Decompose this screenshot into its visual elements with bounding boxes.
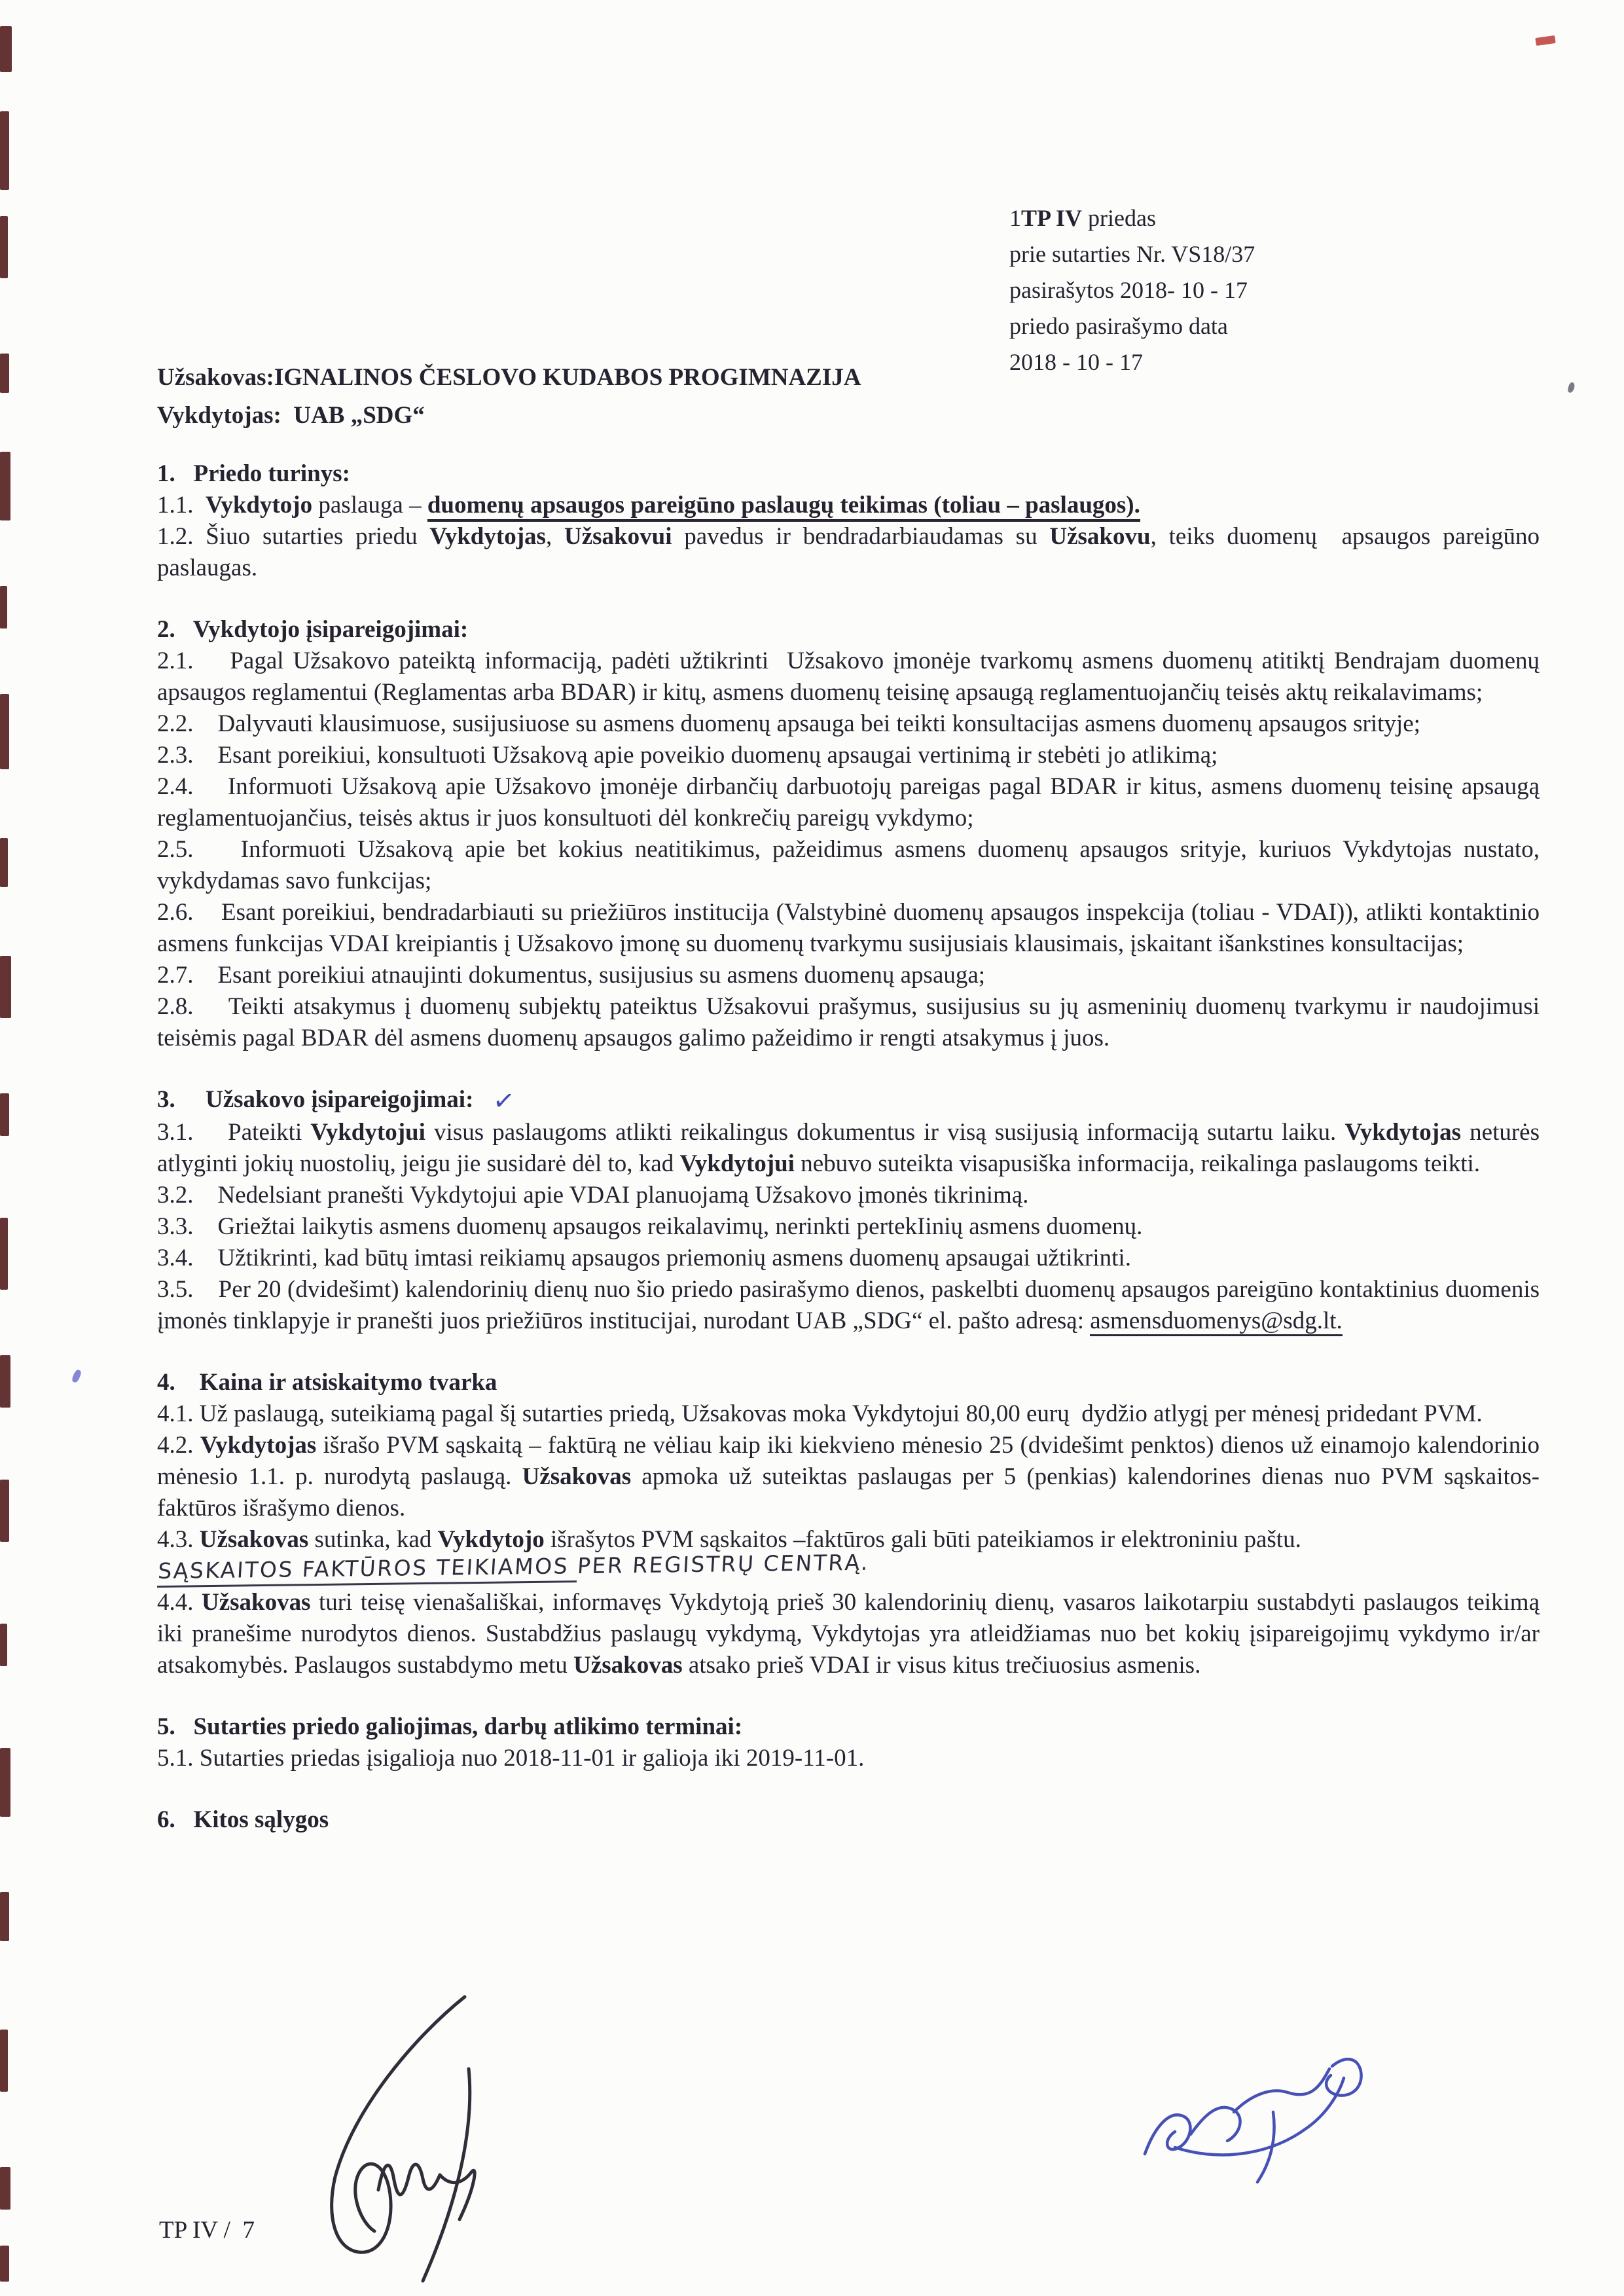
clause-2-2: 2.2. Dalyvauti klausimuose, susijusiuose su asmens duomenų apsauga bei teikti konsultacijas asmens duomenų apsaugos srityje; [157,710,1420,737]
section-2-heading: 2. Vykdytojo įsipareigojimai: [157,616,469,643]
clause-2-5: 2.5. Informuoti Užsakovą apie bet kokius neatitikimus, pažeidimus asmens duomenų apsaugos srityje, kuriuos Vykdytojas nustato, vykdydamas savo funkcijas; [157,836,1540,894]
section-4-heading: 4. Kaina ir atsiskaitymo tvarka [157,1369,497,1396]
scan-artifact [0,452,10,520]
clause-2-8: 2.8. Teikti atsakymus į duomenų subjektų pateiktus Užsakovui prašymus, susijusius su jų asmeninių duomenų tvarkymu ir naudojimusi teisėmis pagal BDAR dėl asmens duomenų apsaugos galimo pažeidimo ir rengti atsakymus į juos. [157,993,1540,1051]
blue-ink-tick: ✓ [491,1085,517,1118]
scan-artifact [0,586,7,629]
clause-2-1: 2.1. Pagal Užsakovo pateiktą informaciją, padėti užtikrinti Užsakovo įmonėje tvarkomų asmens duomenų atitiktį Bendrajam duomenų apsaugos reglamentui (Reglamentas arba BDAR) ir kitų, asmens duomenų teisinę apsaugą reglamentuojančių teisės aktų reikalavimams; [157,647,1540,706]
section-1-heading: 1. Priedo turinys: [157,460,350,487]
section-3 [157,1084,1540,1337]
email-address: asmensduomenys@sdg.lt. [1090,1307,1343,1336]
section-4 [157,1367,1540,1681]
header-block [1009,200,1255,380]
scan-artifact [0,216,8,278]
clause-2-3: 2.3. Esant poreikiui, konsultuoti Užsakovą apie poveikio duomenų apsaugai vertinimą ir stebėti jo atlikimą; [157,742,1218,769]
clause-4-1: 4.1. Už paslaugą, suteikiamą pagal šį sutarties priedą, Užsakovas moka Vykdytojui 80,00 eurų dydžio atlygį per mėnesį pridedant PVM. [157,1400,1483,1427]
clause-4-2: 4.2. Vykdytojas išrašo PVM sąskaitą – faktūrą ne vėliau kaip iki kiekvieno mėnesio 25 (dvidešimt penktos) dienos už einamojo kalendorinio mėnesio 1.1. p. nurodytą paslaugą. Užsakovas apmoka už suteiktas paslaugas per 5 (penkias) kalendorines dienas nuo PVM sąskaitos-faktūros išrašymo dienos. [157,1432,1540,1522]
scan-artifact [0,1748,10,1817]
section-5 [157,1711,1540,1774]
scan-artifact [0,2167,10,2210]
scan-artifact [0,354,9,393]
clause-2-4: 2.4. Informuoti Užsakovą apie Užsakovo įmonėje dirbančių darbuotojų pareigas pagal BDAR ir kitus, asmens duomenų teisinę apsaugą reglamentuojančius, teisės aktus ir juos konsultuoti dėl konkrečių pareigų vykdymo; [157,773,1540,831]
section-2 [157,614,1540,1054]
section-6-heading: 6. Kitos sąlygos [157,1806,329,1833]
scan-artifact [0,1480,9,1542]
clause-1-2: 1.2. Šiuo sutarties priedu Vykdytojas, Užsakovui pavedus ir bendradarbiaudamas su Užsakovu, teiks duomenų apsaugos pareigūno paslaugas. [157,523,1540,581]
header-line-signed-date: pasirašytos 2018- 10 - 17 [1009,277,1248,303]
clause-2-6: 2.6. Esant poreikiui, bendradarbiauti su priežiūros institucija (Valstybinė duomenų apsaugos inspekcija (toliau - VDAI)), atlikti kontaktinio asmens funkcijas VDAI kreipiantis į Užsakovo įmonę su duomenų tvarkymu susijusiais klausimais, įskaitant išankstines konsultacijas; [157,899,1540,957]
client-line: Užsakovas:IGNALINOS ČESLOVO KUDABOS PROGIMNAZIJA [157,364,861,391]
scan-artifact [0,111,9,190]
section-6 [157,1804,1540,1836]
scan-artifact [0,1093,9,1136]
handwritten-note: SĄSKAITOS FAKTŪROS TEIKIAMOS PER REGISTRŲ CENTRĄ. [157,1539,1542,1587]
header-line-annex-date-label: priedo pasirašymo data [1009,313,1228,339]
ink-speck [71,1369,82,1383]
signature-right [1136,2048,1371,2189]
clause-3-4: 3.4. Užtikrinti, kad būtų imtasi reikiamų apsaugos priemonių asmens duomenų apsaugai užtikrinti. [157,1245,1131,1271]
scan-artifact [0,26,12,72]
clause-3-1: 3.1. Pateikti Vykdytojui visus paslaugoms atlikti reikalingus dokumentus ir visą susijusią informaciją sutartu laiku. Vykdytojas neturės atlyginti jokių nuostolių, jeigu jie susidarė dėl to, kad Vykdytojui nebuvo suteikta visapusiška informacija, reikalinga paslaugoms teikti. [157,1119,1540,1177]
clause-3-5: 3.5. Per 20 (dvidešimt) kalendorinių dienų nuo šio priedo pasirašymo dienos, paskelbti duomenų apsaugos pareigūno kontaktinius duomenis įmonės tinklapyje ir pranešti juos priežiūros institucijai, nurodant UAB „SDG“ el. pašto adresą: asmensduomenys@sdg.lt. [157,1274,1540,1337]
contract-body [157,458,1540,1836]
signature-left [275,1990,550,2285]
scan-artifact [0,2030,8,2092]
scan-artifact [0,1624,7,1666]
clause-1-1: 1.1. Vykdytojo paslauga – duomenų apsaugos pareigūno paslaugų teikimas (toliau – paslaugos). [157,490,1540,521]
clause-4-3: 4.3. Užsakovas sutinka, kad Vykdytojo išrašytos PVM sąskaitos –faktūros gali būti pateikiamos ir elektroniniu paštu. [157,1526,1301,1553]
scan-artifact [1535,35,1555,46]
section-5-heading: 5. Sutarties priedo galiojimas, darbų atlikimo terminai: [157,1713,743,1740]
parties-block [157,359,861,435]
scan-artifact [0,694,9,769]
scan-artifact [0,1355,10,1408]
clause-4-4: 4.4. Užsakovas turi teisę vienašališkai, informavęs Vykdytoją prieš 30 kalendorinių dienų, vasaros laikotarpiu sustabdyti paslaugos teikimą iki pranešime nurodytos dienos. Sustabdžius paslaugų vykdymą, Vykdytojas yra atleidžiamas nuo bet kokių įsipareigojimų vykdymo ir/ar atsakomybės. Paslaugos sustabdymo metu Užsakovas atsako prieš VDAI ir visus kitus trečiuosius asmenis. [157,1589,1540,1679]
scan-artifact [0,838,8,887]
section-1 [157,458,1540,584]
contractor-line: Vykdytojas: UAB „SDG“ [157,402,425,429]
ink-speck [1567,382,1576,393]
clause-5-1: 5.1. Sutarties priedas įsigalioja nuo 2018-11-01 ir galioja iki 2019-11-01. [157,1745,865,1772]
clause-2-7: 2.7. Esant poreikiui atnaujinti dokumentus, susijusius su asmens duomenų apsauga; [157,962,986,989]
scan-artifact [0,2246,9,2282]
scan-artifact [0,1892,9,1941]
clause-3-2: 3.2. Nedelsiant pranešti Vykdytojui apie VDAI planuojamą Užsakovo įmonės tikrinimą. [157,1182,1029,1209]
scan-artifact [0,1218,8,1290]
section-3-heading: 3. Užsakovo įsipareigojimai: ✓ [157,1085,517,1118]
page-footer: TP IV / 7 [159,2217,255,2244]
scan-artifact [0,956,11,1018]
header-line-appendix: 1TP IV priedas [1009,205,1156,231]
header-line-annex-date: 2018 - 10 - 17 [1009,349,1143,375]
clause-3-3: 3.3. Griežtai laikytis asmens duomenų apsaugos reikalavimų, nerinkti pertekIinių asmens duomenų. [157,1213,1143,1240]
header-line-contract-no: prie sutarties Nr. VS18/37 [1009,241,1255,267]
